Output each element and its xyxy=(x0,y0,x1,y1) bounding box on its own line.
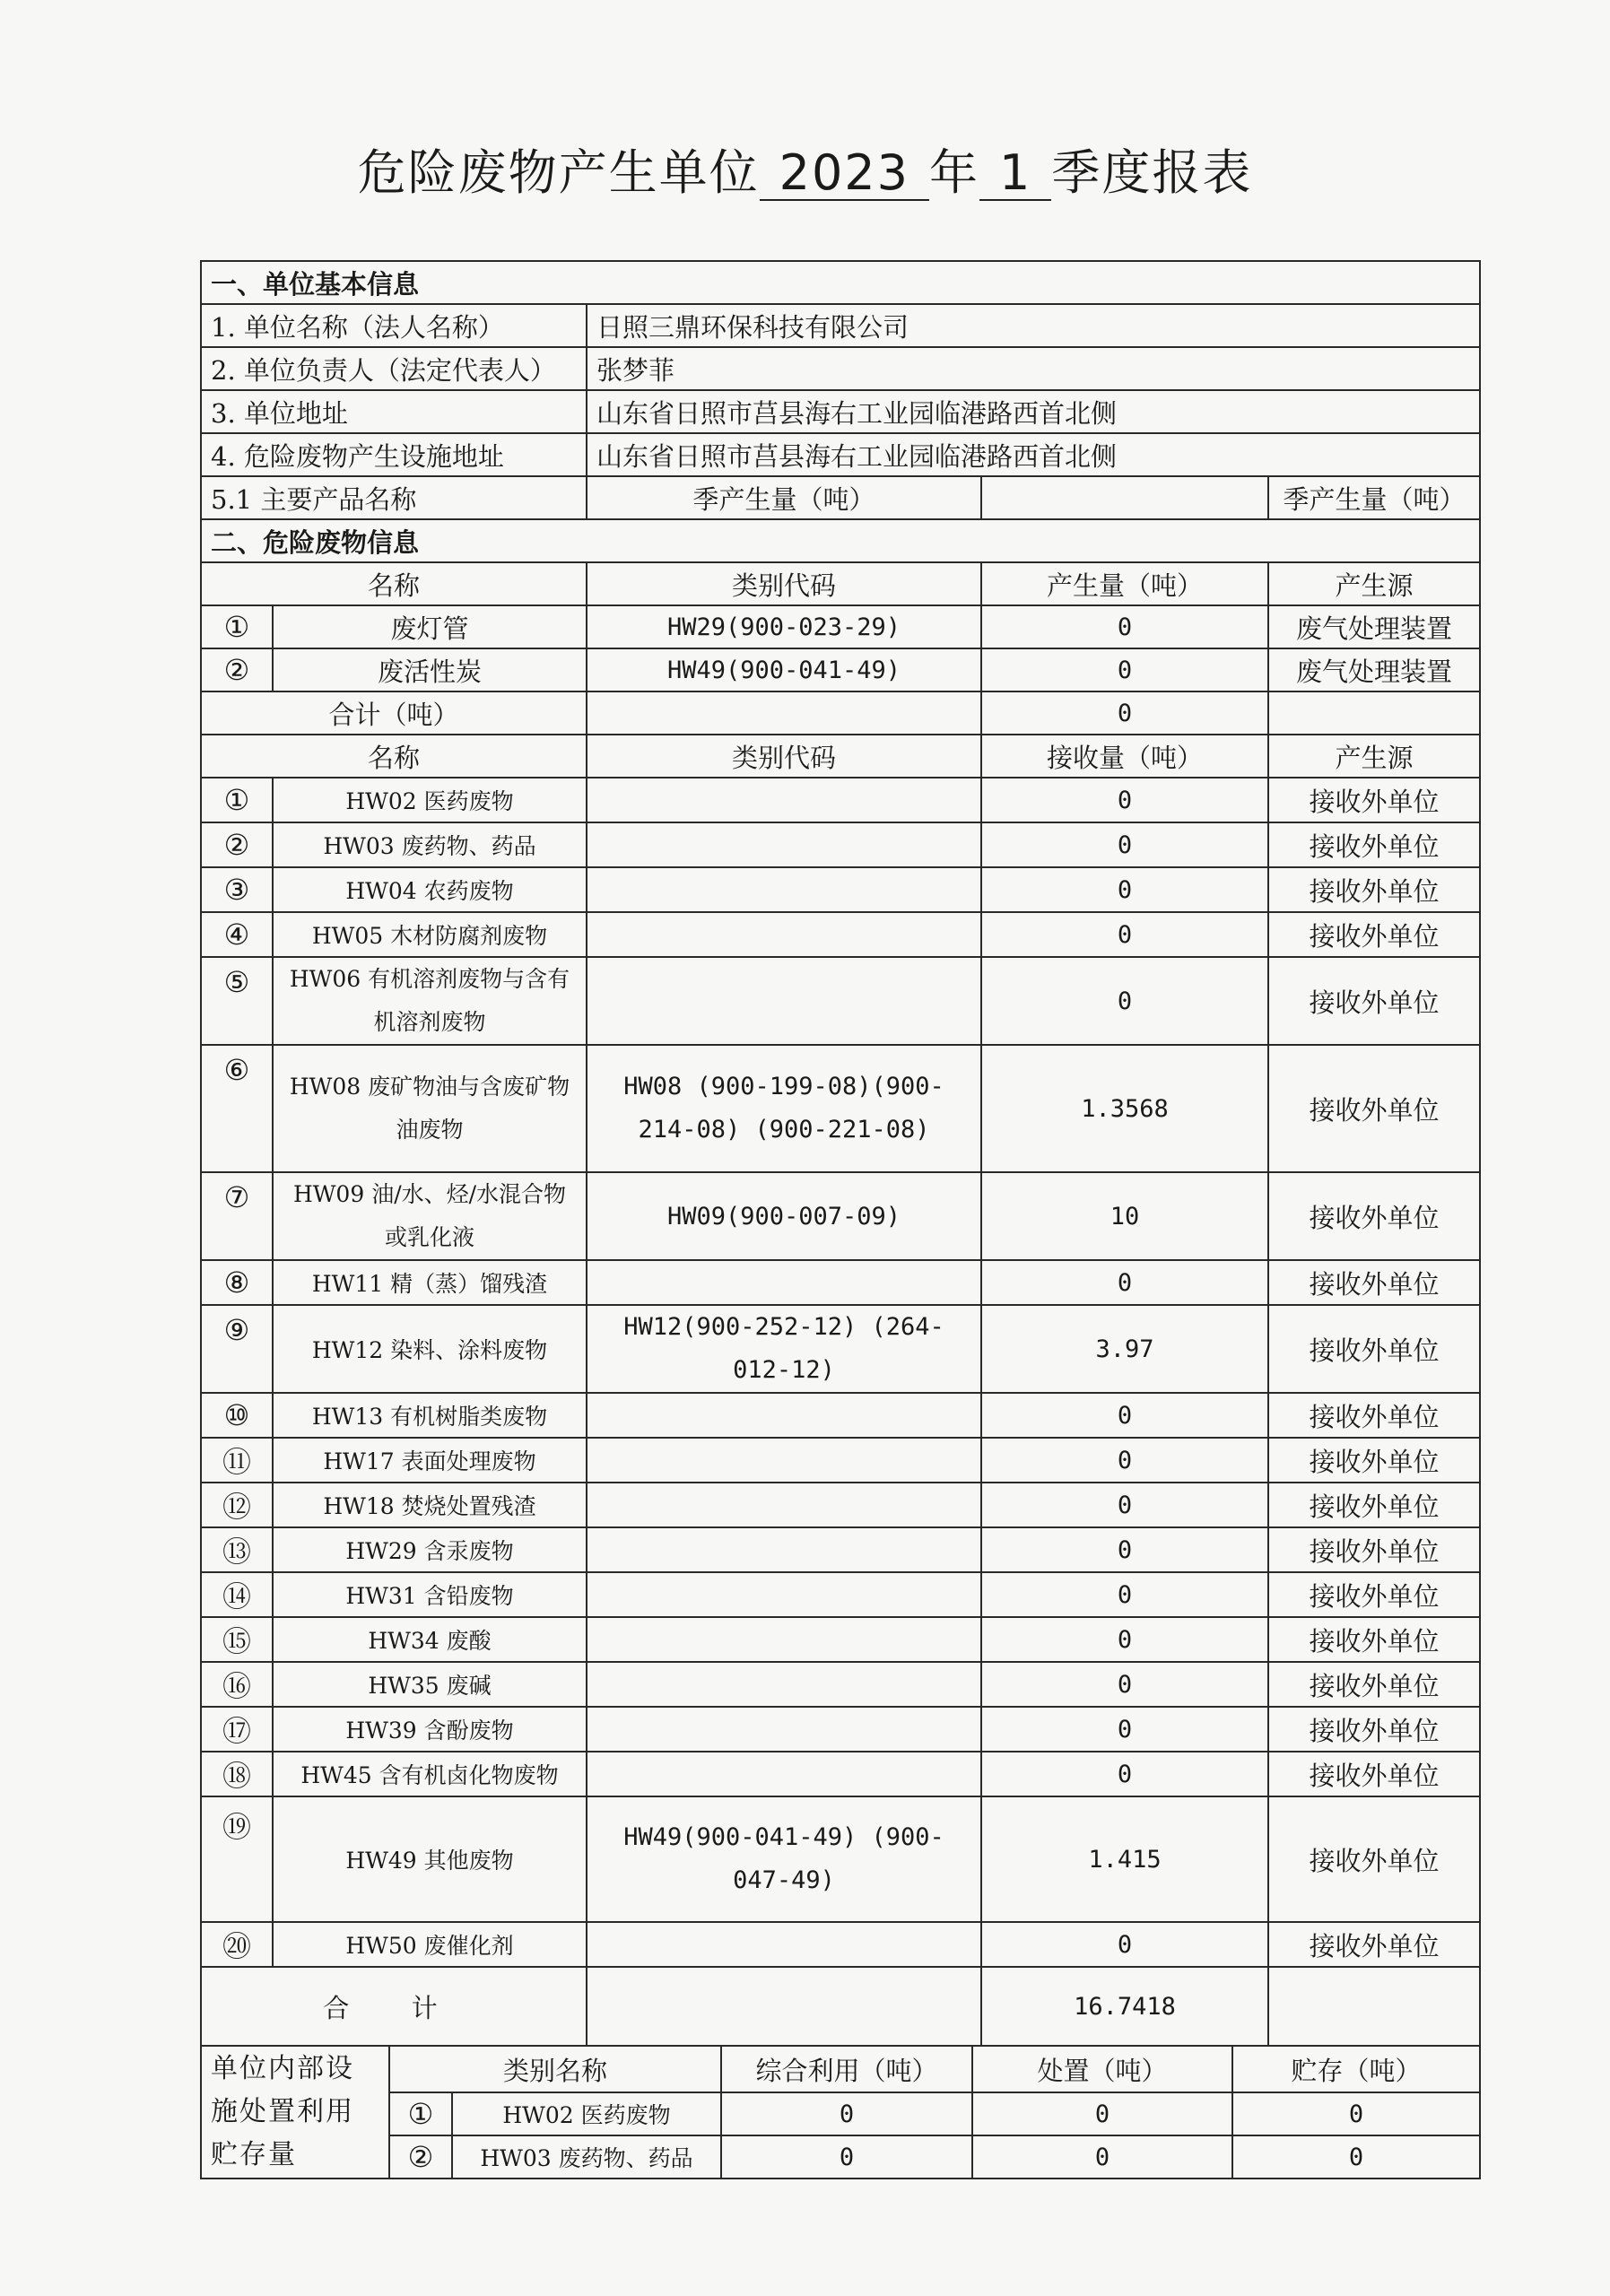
waste-amount: 0 xyxy=(981,648,1268,691)
produced-row xyxy=(201,648,1480,691)
row-number: ① xyxy=(201,605,273,648)
waste-source: 接收外单位 xyxy=(1268,912,1480,957)
waste-amount: 1.415 xyxy=(981,1796,1268,1922)
waste-code xyxy=(587,778,981,822)
received-row xyxy=(201,912,1480,957)
waste-code xyxy=(587,1260,981,1305)
received-row xyxy=(201,867,1480,912)
waste-source: 接收外单位 xyxy=(1268,1483,1480,1527)
dispose-amount: 0 xyxy=(972,2135,1232,2179)
row-number: ⑰ xyxy=(201,1707,273,1752)
produced-header-row xyxy=(201,562,1480,605)
waste-name: HW05 木材防腐剂废物 xyxy=(273,912,587,957)
info-value: 山东省日照市莒县海右工业园临港路西首北侧 xyxy=(587,390,1480,433)
waste-source: 接收外单位 xyxy=(1268,867,1480,912)
col-header-dispose: 处置（吨） xyxy=(972,2046,1232,2092)
received-row xyxy=(201,1438,1480,1483)
produced-total-blank xyxy=(587,691,981,735)
row-number: ① xyxy=(389,2092,452,2135)
waste-name: HW31 含铅废物 xyxy=(273,1572,587,1617)
col-header-name: 名称 xyxy=(201,562,587,605)
waste-name: HW04 农药废物 xyxy=(273,867,587,912)
col-header-amount: 接收量（吨） xyxy=(981,735,1268,778)
produced-total-amount: 0 xyxy=(981,691,1268,735)
received-row xyxy=(201,1922,1480,1967)
main-table xyxy=(200,260,1481,2047)
waste-code xyxy=(587,867,981,912)
section2-heading-row xyxy=(201,519,1480,562)
waste-amount: 0 xyxy=(981,1752,1268,1796)
title-prefix: 危险废物产生单位 xyxy=(357,144,760,201)
waste-source: 接收外单位 xyxy=(1268,1305,1480,1393)
waste-amount: 0 xyxy=(981,867,1268,912)
utilize-amount: 0 xyxy=(721,2092,972,2135)
waste-amount: 0 xyxy=(981,605,1268,648)
received-row xyxy=(201,1572,1480,1617)
waste-source: 接收外单位 xyxy=(1268,1796,1480,1922)
waste-name: 废灯管 xyxy=(273,605,587,648)
waste-amount: 3.97 xyxy=(981,1305,1268,1393)
row-number: ⑥ xyxy=(201,1045,273,1172)
info-label: 2. 单位负责人（法定代表人） xyxy=(201,347,587,390)
waste-amount: 0 xyxy=(981,1393,1268,1438)
waste-name: HW02 医药废物 xyxy=(273,778,587,822)
row-number: ① xyxy=(201,778,273,822)
col-header-store: 贮存（吨） xyxy=(1232,2046,1480,2092)
waste-code: HW09(900-007-09) xyxy=(587,1172,981,1260)
waste-source: 接收外单位 xyxy=(1268,1438,1480,1483)
info-label: 3. 单位地址 xyxy=(201,390,587,433)
waste-source: 接收外单位 xyxy=(1268,957,1480,1045)
waste-name: HW49 其他废物 xyxy=(273,1796,587,1922)
received-total-amount: 16.7418 xyxy=(981,1967,1268,2046)
internal-row xyxy=(201,2092,1480,2135)
waste-code xyxy=(587,1572,981,1617)
waste-code xyxy=(587,1752,981,1796)
row-number: ⑤ xyxy=(201,957,273,1045)
product-qty-header-1: 季产生量（吨） xyxy=(587,476,981,519)
waste-code xyxy=(587,1438,981,1483)
row-number: ③ xyxy=(201,867,273,912)
waste-code: HW49(900-041-49) (900-047-49) xyxy=(587,1796,981,1922)
col-header-source: 产生源 xyxy=(1268,735,1480,778)
info-label: 1. 单位名称（法人名称） xyxy=(201,304,587,347)
waste-source: 接收外单位 xyxy=(1268,1045,1480,1172)
info-row xyxy=(201,304,1480,347)
waste-name: 废活性炭 xyxy=(273,648,587,691)
received-row xyxy=(201,1617,1480,1662)
col-header-name: 名称 xyxy=(201,735,587,778)
waste-amount: 10 xyxy=(981,1172,1268,1260)
waste-name: HW35 废碱 xyxy=(273,1662,587,1707)
waste-amount: 1.3568 xyxy=(981,1045,1268,1172)
received-row xyxy=(201,1172,1480,1260)
category-name: HW03 废药物、药品 xyxy=(452,2135,721,2179)
produced-total-blank xyxy=(1268,691,1480,735)
info-row xyxy=(201,347,1480,390)
row-number: ⑮ xyxy=(201,1617,273,1662)
waste-code xyxy=(587,1707,981,1752)
title-year: 2023 xyxy=(760,148,929,201)
waste-name: HW11 精（蒸）馏残渣 xyxy=(273,1260,587,1305)
row-number: ⑲ xyxy=(201,1796,273,1922)
waste-name: HW45 含有机卤化物废物 xyxy=(273,1752,587,1796)
waste-source: 接收外单位 xyxy=(1268,1172,1480,1260)
waste-name: HW39 含酚废物 xyxy=(273,1707,587,1752)
title-suffix: 季度报表 xyxy=(1051,144,1253,201)
internal-disposal-table xyxy=(200,2045,1481,2179)
info-label: 4. 危险废物产生设施地址 xyxy=(201,433,587,476)
waste-source: 接收外单位 xyxy=(1268,1393,1480,1438)
info-row xyxy=(201,390,1480,433)
waste-code xyxy=(587,957,981,1045)
row-number: ⑱ xyxy=(201,1752,273,1796)
waste-name: HW08 废矿物油与含废矿物油废物 xyxy=(273,1045,587,1172)
col-header-category: 类别名称 xyxy=(389,2046,721,2092)
row-number: ⑧ xyxy=(201,1260,273,1305)
product-qty-header-2: 季产生量（吨） xyxy=(1268,476,1480,519)
produced-total-label: 合计（吨） xyxy=(201,691,587,735)
received-row xyxy=(201,1662,1480,1707)
received-row xyxy=(201,1707,1480,1752)
waste-amount: 0 xyxy=(981,1922,1268,1967)
waste-amount: 0 xyxy=(981,912,1268,957)
waste-code: HW49(900-041-49) xyxy=(587,648,981,691)
waste-amount: 0 xyxy=(981,1438,1268,1483)
info-row xyxy=(201,433,1480,476)
received-row xyxy=(201,1260,1480,1305)
waste-code xyxy=(587,1393,981,1438)
waste-source: 接收外单位 xyxy=(1268,1922,1480,1967)
waste-source: 接收外单位 xyxy=(1268,1572,1480,1617)
category-name: HW02 医药废物 xyxy=(452,2092,721,2135)
waste-name: HW06 有机溶剂废物与含有机溶剂废物 xyxy=(273,957,587,1045)
waste-amount: 0 xyxy=(981,778,1268,822)
row-number: ⑳ xyxy=(201,1922,273,1967)
info-value: 日照三鼎环保科技有限公司 xyxy=(587,304,1480,347)
waste-code xyxy=(587,912,981,957)
internal-section-label: 单位内部设施处置利用贮存量 xyxy=(201,2046,389,2179)
waste-amount: 0 xyxy=(981,1662,1268,1707)
received-header-row xyxy=(201,735,1480,778)
waste-source: 接收外单位 xyxy=(1268,1527,1480,1572)
waste-name: HW13 有机树脂类废物 xyxy=(273,1393,587,1438)
row-number: ⑨ xyxy=(201,1305,273,1393)
waste-code: HW12(900-252-12) (264-012-12) xyxy=(587,1305,981,1393)
waste-name: HW17 表面处理废物 xyxy=(273,1438,587,1483)
waste-amount: 0 xyxy=(981,1483,1268,1527)
waste-name: HW03 废药物、药品 xyxy=(273,822,587,867)
waste-amount: 0 xyxy=(981,1260,1268,1305)
waste-source: 废气处理装置 xyxy=(1268,605,1480,648)
row-number: ⑪ xyxy=(201,1438,273,1483)
report-title xyxy=(0,135,1610,204)
waste-code xyxy=(587,1483,981,1527)
waste-amount: 0 xyxy=(981,1527,1268,1572)
waste-amount: 0 xyxy=(981,1572,1268,1617)
row-number: ⑭ xyxy=(201,1572,273,1617)
section1-heading-row xyxy=(201,261,1480,304)
store-amount: 0 xyxy=(1232,2135,1480,2179)
waste-source: 接收外单位 xyxy=(1268,822,1480,867)
product-row xyxy=(201,476,1480,519)
waste-code: HW08 (900-199-08)(900-214-08) (900-221-08) xyxy=(587,1045,981,1172)
received-row xyxy=(201,778,1480,822)
row-number: ④ xyxy=(201,912,273,957)
product-blank xyxy=(981,476,1268,519)
waste-source: 接收外单位 xyxy=(1268,1260,1480,1305)
col-header-code: 类别代码 xyxy=(587,735,981,778)
waste-code xyxy=(587,1527,981,1572)
product-label: 5.1 主要产品名称 xyxy=(201,476,587,519)
row-number: ⑫ xyxy=(201,1483,273,1527)
waste-source: 接收外单位 xyxy=(1268,778,1480,822)
waste-amount: 0 xyxy=(981,1707,1268,1752)
produced-total-row xyxy=(201,691,1480,735)
internal-header-row xyxy=(201,2046,1480,2092)
waste-code xyxy=(587,1922,981,1967)
waste-name: HW18 焚烧处置残渣 xyxy=(273,1483,587,1527)
waste-source: 接收外单位 xyxy=(1268,1752,1480,1796)
waste-name: HW29 含汞废物 xyxy=(273,1527,587,1572)
received-row xyxy=(201,1752,1480,1796)
waste-name: HW12 染料、涂料废物 xyxy=(273,1305,587,1393)
waste-amount: 0 xyxy=(981,822,1268,867)
info-value: 山东省日照市莒县海右工业园临港路西首北侧 xyxy=(587,433,1480,476)
dispose-amount: 0 xyxy=(972,2092,1232,2135)
col-header-utilize: 综合利用（吨） xyxy=(721,2046,972,2092)
utilize-amount: 0 xyxy=(721,2135,972,2179)
received-row xyxy=(201,1305,1480,1393)
waste-name: HW09 油/水、烃/水混合物或乳化液 xyxy=(273,1172,587,1260)
received-row xyxy=(201,1527,1480,1572)
waste-source: 接收外单位 xyxy=(1268,1617,1480,1662)
internal-row xyxy=(201,2135,1480,2179)
received-row xyxy=(201,957,1480,1045)
section2-heading: 二、危险废物信息 xyxy=(201,519,1480,562)
waste-source: 接收外单位 xyxy=(1268,1662,1480,1707)
received-row xyxy=(201,1045,1480,1172)
col-header-code: 类别代码 xyxy=(587,562,981,605)
produced-row xyxy=(201,605,1480,648)
row-number: ⑩ xyxy=(201,1393,273,1438)
received-row xyxy=(201,1483,1480,1527)
received-total-label: 合 计 xyxy=(201,1967,587,2046)
waste-source: 废气处理装置 xyxy=(1268,648,1480,691)
row-number: ② xyxy=(389,2135,452,2179)
waste-source: 接收外单位 xyxy=(1268,1707,1480,1752)
waste-code xyxy=(587,1662,981,1707)
waste-code: HW29(900-023-29) xyxy=(587,605,981,648)
row-number: ② xyxy=(201,822,273,867)
title-quarter: 1 xyxy=(979,148,1051,201)
col-header-amount: 产生量（吨） xyxy=(981,562,1268,605)
waste-name: HW34 废酸 xyxy=(273,1617,587,1662)
received-total-blank xyxy=(587,1967,981,2046)
waste-code xyxy=(587,1617,981,1662)
store-amount: 0 xyxy=(1232,2092,1480,2135)
waste-amount: 0 xyxy=(981,1617,1268,1662)
info-value: 张梦菲 xyxy=(587,347,1480,390)
row-number: ⑯ xyxy=(201,1662,273,1707)
waste-code xyxy=(587,822,981,867)
received-row xyxy=(201,822,1480,867)
received-total-blank xyxy=(1268,1967,1480,2046)
row-number: ⑦ xyxy=(201,1172,273,1260)
row-number: ② xyxy=(201,648,273,691)
received-row xyxy=(201,1796,1480,1922)
waste-name: HW50 废催化剂 xyxy=(273,1922,587,1967)
title-year-unit: 年 xyxy=(929,144,980,201)
waste-amount: 0 xyxy=(981,957,1268,1045)
section1-heading: 一、单位基本信息 xyxy=(201,261,1480,304)
col-header-source: 产生源 xyxy=(1268,562,1480,605)
report-form xyxy=(200,260,1479,2179)
received-total-row xyxy=(201,1967,1480,2046)
row-number: ⑬ xyxy=(201,1527,273,1572)
received-row xyxy=(201,1393,1480,1438)
